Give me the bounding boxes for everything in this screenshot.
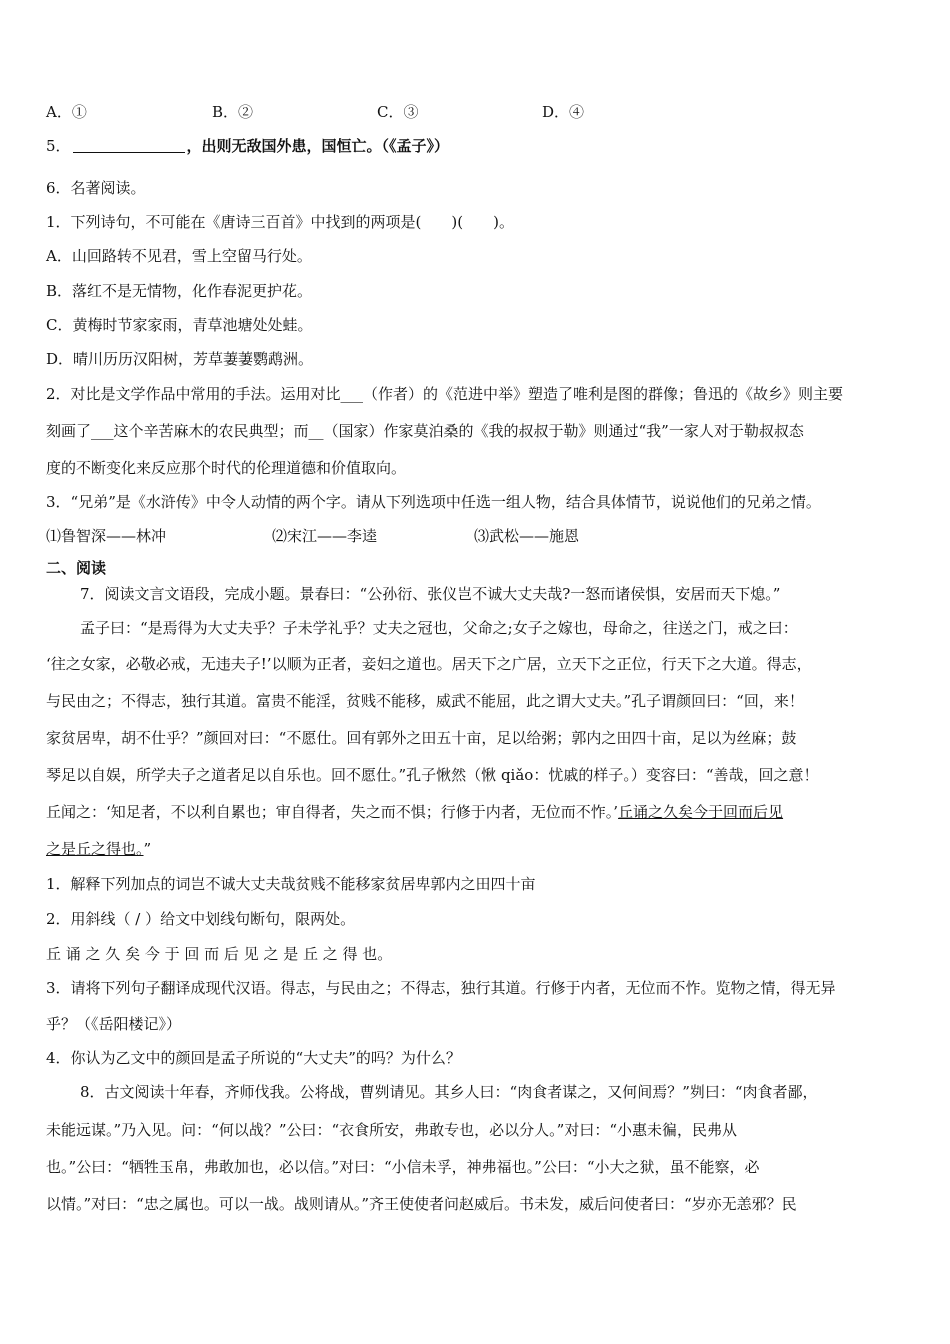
q6-sub2-line: 度的不断变化来反应那个时代的伦理道德和价值取向。	[46, 459, 407, 477]
q6-title: 6．名著阅读。	[46, 179, 146, 197]
q7-line7-text: 丘闻之：‘知足者，不以利自累也；审自得者，失之而不惧；行修于内者，无位而不怍。’	[46, 803, 619, 821]
q7-question-4: 4．你认为乙文中的颜回是孟子所说的“大丈夫”的吗？为什么？	[46, 1049, 461, 1067]
q7-underlined-sentence-end: 之是丘之得也。	[46, 840, 144, 858]
q6-sub2-line: 刻画了___这个辛苦麻木的农民典型；而__（国家）作家莫泊桑的《我的叔叔于勒》则通过“我”一家人对于勒叔叔态	[46, 422, 804, 440]
q5-text: ，出则无敌国外患，国恒亡。（《孟子》）	[186, 137, 450, 155]
q7-question-3-cont: 乎？（《岳阳楼记》）	[46, 1015, 182, 1033]
q7-question-3: 3．请将下列句子翻译成现代汉语。得志，与民由之；不得志，独行其道。行修于内者，无位而不怍。览物之情，得无异	[46, 979, 836, 997]
q8-passage-line: 以情。”对曰：“忠之属也。可以一战。战则请从。”齐王使使者问赵威后。书未发，威后问使者曰：“岁亦无恙邪？民	[46, 1195, 797, 1213]
q6-option-d: D．晴川历历汉阳树，芳草萋萋鹦鹉洲。	[46, 350, 314, 368]
q5-blank[interactable]	[73, 138, 185, 153]
q7-passage-line: 家贫居卑，胡不仕乎？”颜回对曰：“不愿仕。回有郭外之田五十亩，足以给粥；郭内之田四十亩，足以为丝麻；鼓	[46, 729, 797, 747]
q4-option-b: B．②	[212, 103, 254, 121]
q6-sub3: 3．“兄弟”是《水浒传》中令人动情的两个字。请从下列选项中任选一组人物，结合具体情节，说说他们的兄弟之情。	[46, 493, 821, 511]
q6-sub1: 1．下列诗句，不可能在《唐诗三百首》中找到的两项是( )( )。	[46, 213, 514, 231]
q6-sub2-line: 2．对比是文学作品中常用的手法。运用对比___（作者）的《范进中举》塑造了唯利是图的群像；鲁迅的《故乡》则主要	[46, 385, 844, 403]
q7-question-1: 1．解释下列加点的词岂不诚大丈夫哉贫贱不能移家贫居卑郭内之田四十亩	[46, 875, 536, 893]
q7-passage-line	[46, 839, 151, 859]
q7-question-2: 2．用斜线（ / ）给文中划线句断句，限两处。	[46, 910, 356, 928]
q6-option-b: B．落红不是无情物，化作春泥更护花。	[46, 282, 313, 300]
q6-option-c: C．黄梅时节家家雨，青草池塘处处蛙。	[46, 316, 313, 334]
q7-passage-line: 琴足以自娱，所学夫子之道者足以自乐也。回不愿仕。”孔子愀然（愀 qiǎo：忧戚的样子。）变容曰：“善哉，回之意！	[46, 766, 819, 784]
section-heading: 二、阅读	[46, 559, 107, 577]
q4-option-d: D．④	[542, 103, 585, 121]
q8-passage-line: 未能远谋。”乃入见。问：“何以战？”公曰：“衣食所安，弗敢专也，必以分人。”对曰：“小惠未徧，民弗从	[46, 1121, 738, 1139]
q7-passage-line: 与民由之；不得志，独行其道。富贵不能淫，贫贱不能移，威武不能屈，此之谓大丈夫。”孔子谓颜回曰：“回，来！	[46, 692, 804, 710]
q7-sentence-to-punctuate: 丘 诵 之 久 矣 今 于 回 而 后 见 之 是 丘 之 得 也。	[46, 945, 393, 963]
q7-underlined-sentence: 丘诵之久矣今于回而后见	[618, 803, 784, 821]
q4-option-a: A．①	[46, 103, 87, 121]
q8-passage-line: 8．古文阅读十年春，齐师伐我。公将战，曹刿请见。其乡人曰：“肉食者谋之，又何间焉？”刿曰：“肉食者鄙，	[80, 1083, 818, 1101]
q6-pair-1: ⑴鲁智深——林冲	[46, 527, 167, 545]
q4-option-c: C．③	[377, 103, 419, 121]
q7-closing-quote: ”	[143, 840, 152, 858]
q6-option-a: A．山回路转不见君，雪上空留马行处。	[46, 247, 312, 265]
q7-passage-line: ‘往之女家，必敬必戒，无违夫子!’以顺为正者，妾妇之道也。居天下之广居，立天下之正位，行天下之大道。得志，	[46, 655, 812, 673]
q8-passage-line: 也。”公曰：“牺牲玉帛，弗敢加也，必以信。”对曰：“小信未孚，神弗福也。”公曰：“小大之狱，虽不能察，必	[46, 1158, 760, 1176]
q6-pair-2: ⑵宋江——李逵	[272, 527, 378, 545]
q5-line	[46, 136, 449, 156]
q6-pair-3: ⑶武松——施恩	[474, 527, 580, 545]
q7-passage-line	[46, 802, 783, 822]
q7-passage-line: 7．阅读文言文语段，完成小题。景春曰：“公孙衍、张仪岂不诚大丈夫哉?一怒而诸侯惧，安居而天下熄。”	[80, 585, 781, 603]
q5-number: 5．	[46, 137, 71, 155]
q7-passage-line: 孟子曰：“是焉得为大丈夫乎？子未学礼乎？丈夫之冠也，父命之;女子之嫁也，母命之，往送之门，戒之曰：	[80, 619, 798, 637]
